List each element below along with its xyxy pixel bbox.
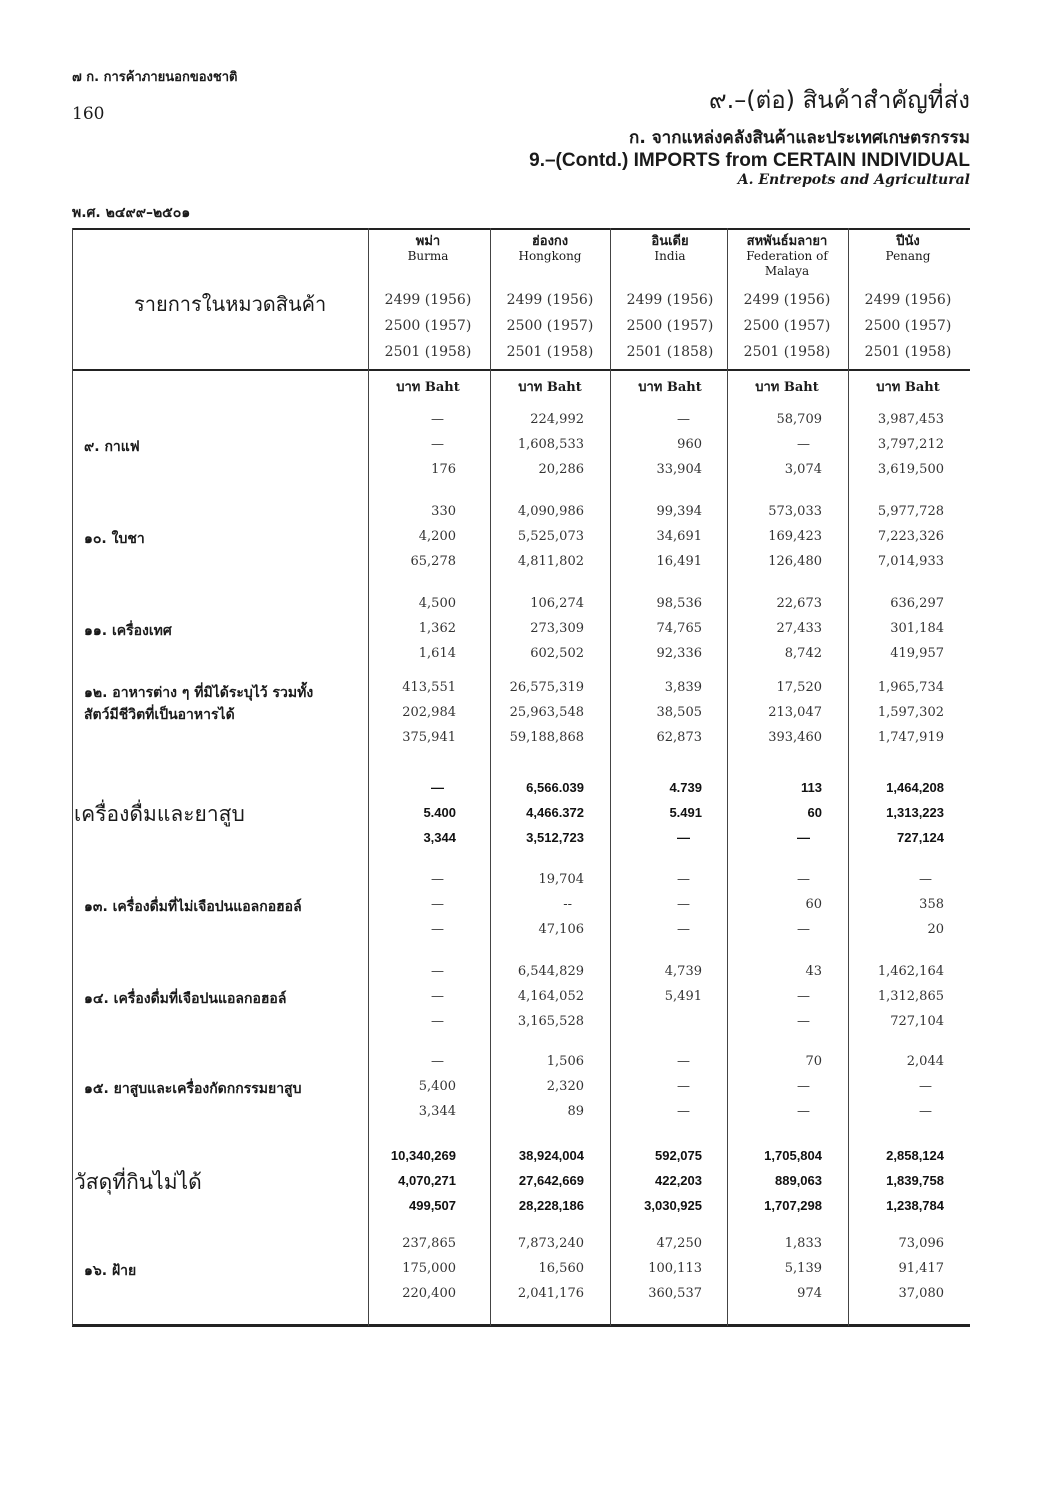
table-cell: 3,344	[418, 1104, 456, 1119]
row-label: ๑๐. ใบชา	[84, 531, 145, 547]
subtitle-english: A. Entrepots and Agricultural	[737, 172, 970, 188]
table-cell: 1,464,208	[886, 780, 944, 795]
column-name-english: Burma	[407, 249, 449, 263]
table-cell: 224,992	[530, 412, 584, 427]
table-cell: —	[677, 872, 690, 887]
column-header-burma	[368, 234, 488, 264]
year-label: 2499 (1956)	[626, 292, 714, 308]
table-cell: 99,394	[656, 504, 702, 519]
unit-label: บาท Baht	[876, 380, 940, 395]
table-cell: 4,466.372	[526, 805, 584, 820]
column-name-thai: พม่า	[415, 234, 441, 249]
table-cell: 3,619,500	[877, 462, 944, 477]
table-cell: —	[677, 1104, 690, 1119]
table-cell: 28,228,186	[518, 1198, 584, 1213]
table-cell: 43	[805, 964, 822, 979]
table-cell: 960	[677, 437, 702, 452]
table-cell: 113	[801, 780, 822, 795]
table-cell: 213,047	[768, 705, 822, 720]
table-cell: 1,747,919	[877, 730, 944, 745]
table-cell: 33,904	[656, 462, 702, 477]
column-header-malaya	[727, 234, 847, 279]
table-cell: 1,839,758	[886, 1173, 944, 1188]
table-cell: —	[797, 1014, 810, 1029]
table-cell: 38,924,004	[518, 1148, 584, 1163]
table-left-border	[72, 228, 73, 1326]
column-name-thai: อินเดีย	[651, 234, 689, 249]
table-cell: 126,480	[768, 554, 822, 569]
table-cell: 25,963,548	[509, 705, 584, 720]
column-name-english: India	[654, 249, 686, 263]
table-cell: 47,250	[656, 1236, 702, 1251]
year-label: 2501 (1858)	[626, 344, 714, 360]
table-cell: —	[797, 1079, 810, 1094]
table-cell: 6,544,829	[517, 964, 584, 979]
table-cell: 1,705,804	[764, 1148, 822, 1163]
table-cell: 73,096	[898, 1236, 944, 1251]
table-cell: 60	[807, 805, 822, 820]
table-cell: —	[431, 922, 444, 937]
row-label: ๑๑. เครื่องเทศ	[84, 623, 172, 639]
table-cell: 3,030,925	[644, 1198, 702, 1213]
column-name-thai: ปีนัง	[896, 234, 920, 249]
row-label: ๑๒. อาหารต่าง ๆ ที่มิได้ระบุไว้ รวมทั้ง สัตว์มีชีวิตที่เป็นอาหารได้	[84, 685, 314, 723]
table-cell: —	[797, 1104, 810, 1119]
table-cell: 22,673	[776, 596, 822, 611]
table-cell: 100,113	[648, 1261, 702, 1276]
table-cell: 1,707,298	[764, 1198, 822, 1213]
subtitle-thai: ก. จากแหล่งคลังสินค้าและประเทศเกษตรกรรม	[629, 128, 970, 148]
table-cell: 3,074	[784, 462, 822, 477]
table-cell: 2,320	[546, 1079, 584, 1094]
table-cell: —	[797, 830, 810, 845]
table-cell: 5,525,073	[517, 529, 584, 544]
column-divider	[490, 228, 491, 1326]
table-cell: 7,873,240	[517, 1236, 584, 1251]
year-label: 2499 (1956)	[743, 292, 831, 308]
table-cell: 19,704	[538, 872, 584, 887]
table-cell: 3,344	[423, 830, 456, 845]
table-bottom-rule	[72, 1324, 970, 1327]
table-cell: —	[431, 872, 444, 887]
table-cell: 727,124	[897, 830, 944, 845]
table-cell: 592,075	[655, 1148, 702, 1163]
table-cell: —	[919, 1104, 932, 1119]
table-cell: 360,537	[648, 1286, 702, 1301]
table-cell: 7,014,933	[877, 554, 944, 569]
row-label: ๑๖. ฝ้าย	[84, 1263, 137, 1279]
row-label: ๑๕. ยาสูบและเครื่องกัดกกรรมยาสูบ	[84, 1081, 302, 1097]
table-top-rule	[72, 228, 970, 230]
statistics-table	[72, 228, 970, 1328]
table-cell: 59,188,868	[509, 730, 584, 745]
row-label: ๙. กาแฟ	[84, 439, 140, 455]
table-cell: 3,797,212	[877, 437, 944, 452]
table-cell: —	[431, 897, 444, 912]
table-cell: 47,106	[538, 922, 584, 937]
table-cell: 5.491	[669, 805, 702, 820]
table-cell: 602,502	[530, 646, 584, 661]
table-cell: 27,642,669	[518, 1173, 584, 1188]
table-cell: 1,608,533	[517, 437, 584, 452]
table-cell: 4,070,271	[398, 1173, 456, 1188]
table-cell: 330	[431, 504, 456, 519]
table-cell: 91,417	[898, 1261, 944, 1276]
column-divider	[848, 228, 849, 1326]
table-cell: 3,839	[664, 680, 702, 695]
table-cell: 27,433	[776, 621, 822, 636]
table-cell: 3,512,723	[526, 830, 584, 845]
year-label: 2499 (1956)	[384, 292, 472, 308]
running-head: ๗ ก. การค้าภายนอกของชาติ	[72, 70, 238, 85]
table-cell: 5,977,728	[877, 504, 944, 519]
table-cell: —	[797, 872, 810, 887]
year-label: 2501 (1958)	[384, 344, 472, 360]
table-cell: 4,500	[418, 596, 456, 611]
table-cell: 220,400	[402, 1286, 456, 1301]
table-cell: 89	[567, 1104, 584, 1119]
column-header-india	[610, 234, 730, 264]
table-cell: —	[677, 1054, 690, 1069]
table-cell: 4,811,802	[517, 554, 584, 569]
table-cell: —	[677, 830, 690, 845]
unit-label: บาท Baht	[638, 380, 702, 395]
unit-label: บาท Baht	[396, 380, 460, 395]
table-cell: 26,575,319	[509, 680, 584, 695]
unit-label: บาท Baht	[755, 380, 819, 395]
table-cell: 65,278	[410, 554, 456, 569]
table-cell: 889,063	[775, 1173, 822, 1188]
year-label: 2501 (1958)	[864, 344, 952, 360]
table-cell: 419,957	[890, 646, 944, 661]
table-cell: 301,184	[890, 621, 944, 636]
table-cell: 10,340,269	[390, 1148, 456, 1163]
table-cell: 20,286	[538, 462, 584, 477]
stub-header: รายการในหมวดสินค้า	[134, 292, 327, 316]
table-cell: —	[431, 989, 444, 1004]
table-cell: —	[431, 780, 444, 795]
table-cell: —	[797, 437, 810, 452]
table-cell: 1,238,784	[886, 1198, 944, 1213]
year-label: 2500 (1957)	[384, 318, 472, 334]
table-cell: 1,597,302	[877, 705, 944, 720]
table-cell: 393,460	[768, 730, 822, 745]
title-thai: ๙.–(ต่อ) สินค้าสำคัญที่ส่ง	[709, 86, 970, 114]
table-cell: 60	[805, 897, 822, 912]
year-label: 2500 (1957)	[864, 318, 952, 334]
row-label: วัสดุที่กินไม่ได้	[74, 1170, 202, 1194]
year-label: 2500 (1957)	[506, 318, 594, 334]
table-cell: 98,536	[656, 596, 702, 611]
table-cell: 4,090,986	[517, 504, 584, 519]
table-cell: 38,505	[656, 705, 702, 720]
table-cell: —	[431, 412, 444, 427]
table-cell: 3,165,528	[517, 1014, 584, 1029]
table-cell: 2,044	[906, 1054, 944, 1069]
table-cell: 5.400	[423, 805, 456, 820]
table-cell: —	[919, 872, 932, 887]
row-label: เครื่องดื่มและยาสูบ	[74, 802, 245, 826]
table-cell: —	[797, 989, 810, 1004]
table-cell: 2,858,124	[886, 1148, 944, 1163]
table-cell: —	[797, 922, 810, 937]
table-cell: 358	[919, 897, 944, 912]
table-cell: —	[677, 1079, 690, 1094]
table-cell: —	[677, 412, 690, 427]
header-bottom-rule	[72, 369, 970, 371]
table-cell: 17,520	[776, 680, 822, 695]
table-cell: —	[431, 1054, 444, 1069]
table-cell: 7,223,326	[877, 529, 944, 544]
column-header-penang	[848, 234, 968, 264]
table-cell: 16,560	[538, 1261, 584, 1276]
table-cell: 273,309	[530, 621, 584, 636]
table-cell: 573,033	[768, 504, 822, 519]
year-label: 2501 (1958)	[743, 344, 831, 360]
row-label: ๑๔. เครื่องดื่มที่เจือปนแอลกอฮอล์	[84, 991, 287, 1007]
table-cell: 2,041,176	[517, 1286, 584, 1301]
table-cell: 237,865	[402, 1236, 456, 1251]
table-cell: 1,833	[784, 1236, 822, 1251]
table-cell: 636,297	[890, 596, 944, 611]
table-cell: 175,000	[402, 1261, 456, 1276]
table-cell: 1,614	[418, 646, 456, 661]
table-cell: —	[431, 1014, 444, 1029]
table-cell: 37,080	[898, 1286, 944, 1301]
table-cell: 375,941	[402, 730, 456, 745]
table-cell: 74,765	[656, 621, 702, 636]
table-cell: 499,507	[409, 1198, 456, 1213]
column-name-english: Hongkong	[518, 249, 582, 263]
table-cell: 4,200	[418, 529, 456, 544]
table-cell: 92,336	[656, 646, 702, 661]
period-label: พ.ศ. ๒๔๙๙–๒๕๐๑	[72, 205, 191, 221]
column-name-english: Federation of Malaya	[746, 249, 828, 278]
table-cell: 169,423	[768, 529, 822, 544]
table-cell: 62,873	[656, 730, 702, 745]
table-cell: 1,313,223	[886, 805, 944, 820]
table-cell: 6,566.039	[526, 780, 584, 795]
year-label: 2500 (1957)	[626, 318, 714, 334]
column-name-english: Penang	[885, 249, 931, 263]
year-label: 2500 (1957)	[743, 318, 831, 334]
column-divider	[727, 228, 728, 1326]
table-cell: 422,203	[655, 1173, 702, 1188]
table-cell: 202,984	[402, 705, 456, 720]
table-cell: —	[677, 922, 690, 937]
year-label: 2501 (1958)	[506, 344, 594, 360]
table-cell: 413,551	[402, 680, 456, 695]
table-cell: 1,362	[418, 621, 456, 636]
table-cell: 70	[805, 1054, 822, 1069]
table-cell: 176	[431, 462, 456, 477]
table-cell: 5,139	[784, 1261, 822, 1276]
table-cell: —	[431, 437, 444, 452]
year-label: 2499 (1956)	[506, 292, 594, 308]
unit-label: บาท Baht	[518, 380, 582, 395]
table-cell: 1,312,865	[877, 989, 944, 1004]
table-cell: 974	[797, 1286, 822, 1301]
row-label: ๑๓. เครื่องดื่มที่ไม่เจือปนแอลกอฮอล์	[84, 899, 302, 915]
page-number: 160	[72, 104, 105, 124]
table-cell: --	[563, 897, 572, 912]
column-name-thai: สหพันธ์มลายา	[746, 234, 828, 249]
table-cell: 1,506	[546, 1054, 584, 1069]
table-cell: 4,739	[664, 964, 702, 979]
year-label: 2499 (1956)	[864, 292, 952, 308]
title-english: 9.–(Contd.) IMPORTS from CERTAIN INDIVIDUAL	[529, 150, 970, 171]
table-cell: 727,104	[890, 1014, 944, 1029]
table-cell: —	[919, 1079, 932, 1094]
table-cell: 3,987,453	[877, 412, 944, 427]
table-cell: 106,274	[530, 596, 584, 611]
table-cell: 58,709	[776, 412, 822, 427]
table-cell: —	[677, 897, 690, 912]
column-header-hongkong	[490, 234, 610, 264]
column-name-thai: ฮ่องกง	[531, 234, 569, 249]
table-cell: 1,462,164	[877, 964, 944, 979]
table-cell: 4,164,052	[517, 989, 584, 1004]
table-cell: 20	[927, 922, 944, 937]
table-cell: 34,691	[656, 529, 702, 544]
table-cell: 5,491	[664, 989, 702, 1004]
column-divider	[610, 228, 611, 1326]
column-divider	[368, 228, 369, 1326]
table-cell: —	[431, 964, 444, 979]
table-cell: 4.739	[669, 780, 702, 795]
table-cell: 16,491	[656, 554, 702, 569]
table-cell: 5,400	[418, 1079, 456, 1094]
table-cell: 1,965,734	[877, 680, 944, 695]
table-cell: 8,742	[784, 646, 822, 661]
